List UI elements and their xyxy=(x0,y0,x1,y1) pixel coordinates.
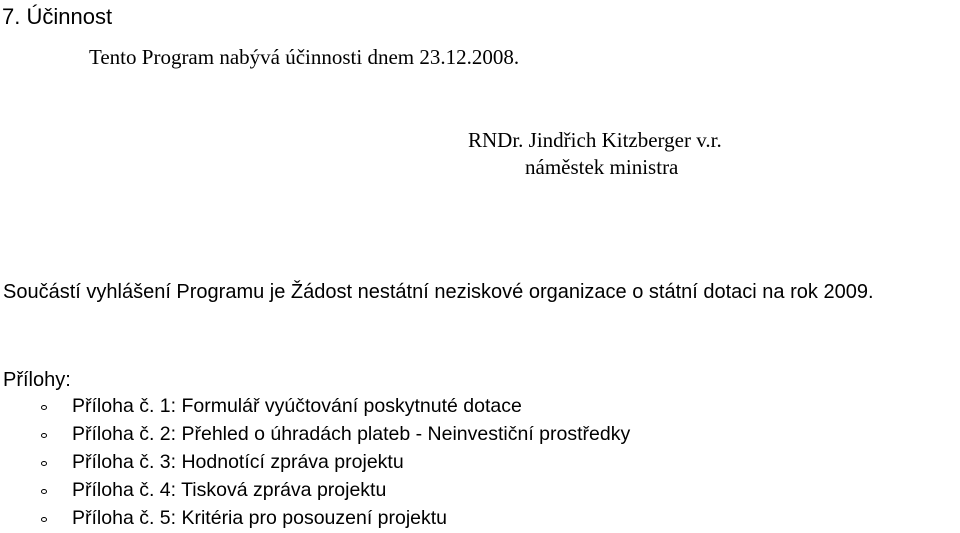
list-item xyxy=(0,421,630,449)
effective-date-text: Tento Program nabývá účinnosti dnem 23.12.2008. xyxy=(89,45,520,69)
signer-title: náměstek ministra xyxy=(525,155,679,179)
section-heading: 7. Účinnost xyxy=(2,4,113,29)
intro-paragraph: Součástí vyhlášení Programu je Žádost nestátní neziskové organizace o státní dotaci na rok 2009. xyxy=(3,281,874,303)
bullet-icon xyxy=(41,405,47,410)
bullet-icon xyxy=(41,517,47,522)
list-item xyxy=(0,505,630,533)
signer-name: RNDr. Jindřich Kitzberger v.r. xyxy=(468,128,722,152)
bullet-icon xyxy=(41,461,47,466)
attachment-label: Příloha č. 2: Přehled o úhradách plateb - Neinvestiční prostředky xyxy=(72,423,631,445)
list-item xyxy=(0,393,630,421)
attachment-label: Příloha č. 3: Hodnotící zpráva projektu xyxy=(72,451,404,473)
attachment-label: Příloha č. 4: Tisková zpráva projektu xyxy=(72,479,387,501)
list-item xyxy=(0,477,630,505)
attachment-label: Příloha č. 1: Formulář vyúčtování poskytnuté dotace xyxy=(72,395,522,417)
attachments-list xyxy=(0,393,630,533)
bullet-icon xyxy=(41,489,47,494)
list-item xyxy=(0,449,630,477)
attachment-label: Příloha č. 5: Kritéria pro posouzení projektu xyxy=(72,507,448,529)
attachments-heading: Přílohy: xyxy=(3,369,71,391)
bullet-icon xyxy=(41,433,47,438)
